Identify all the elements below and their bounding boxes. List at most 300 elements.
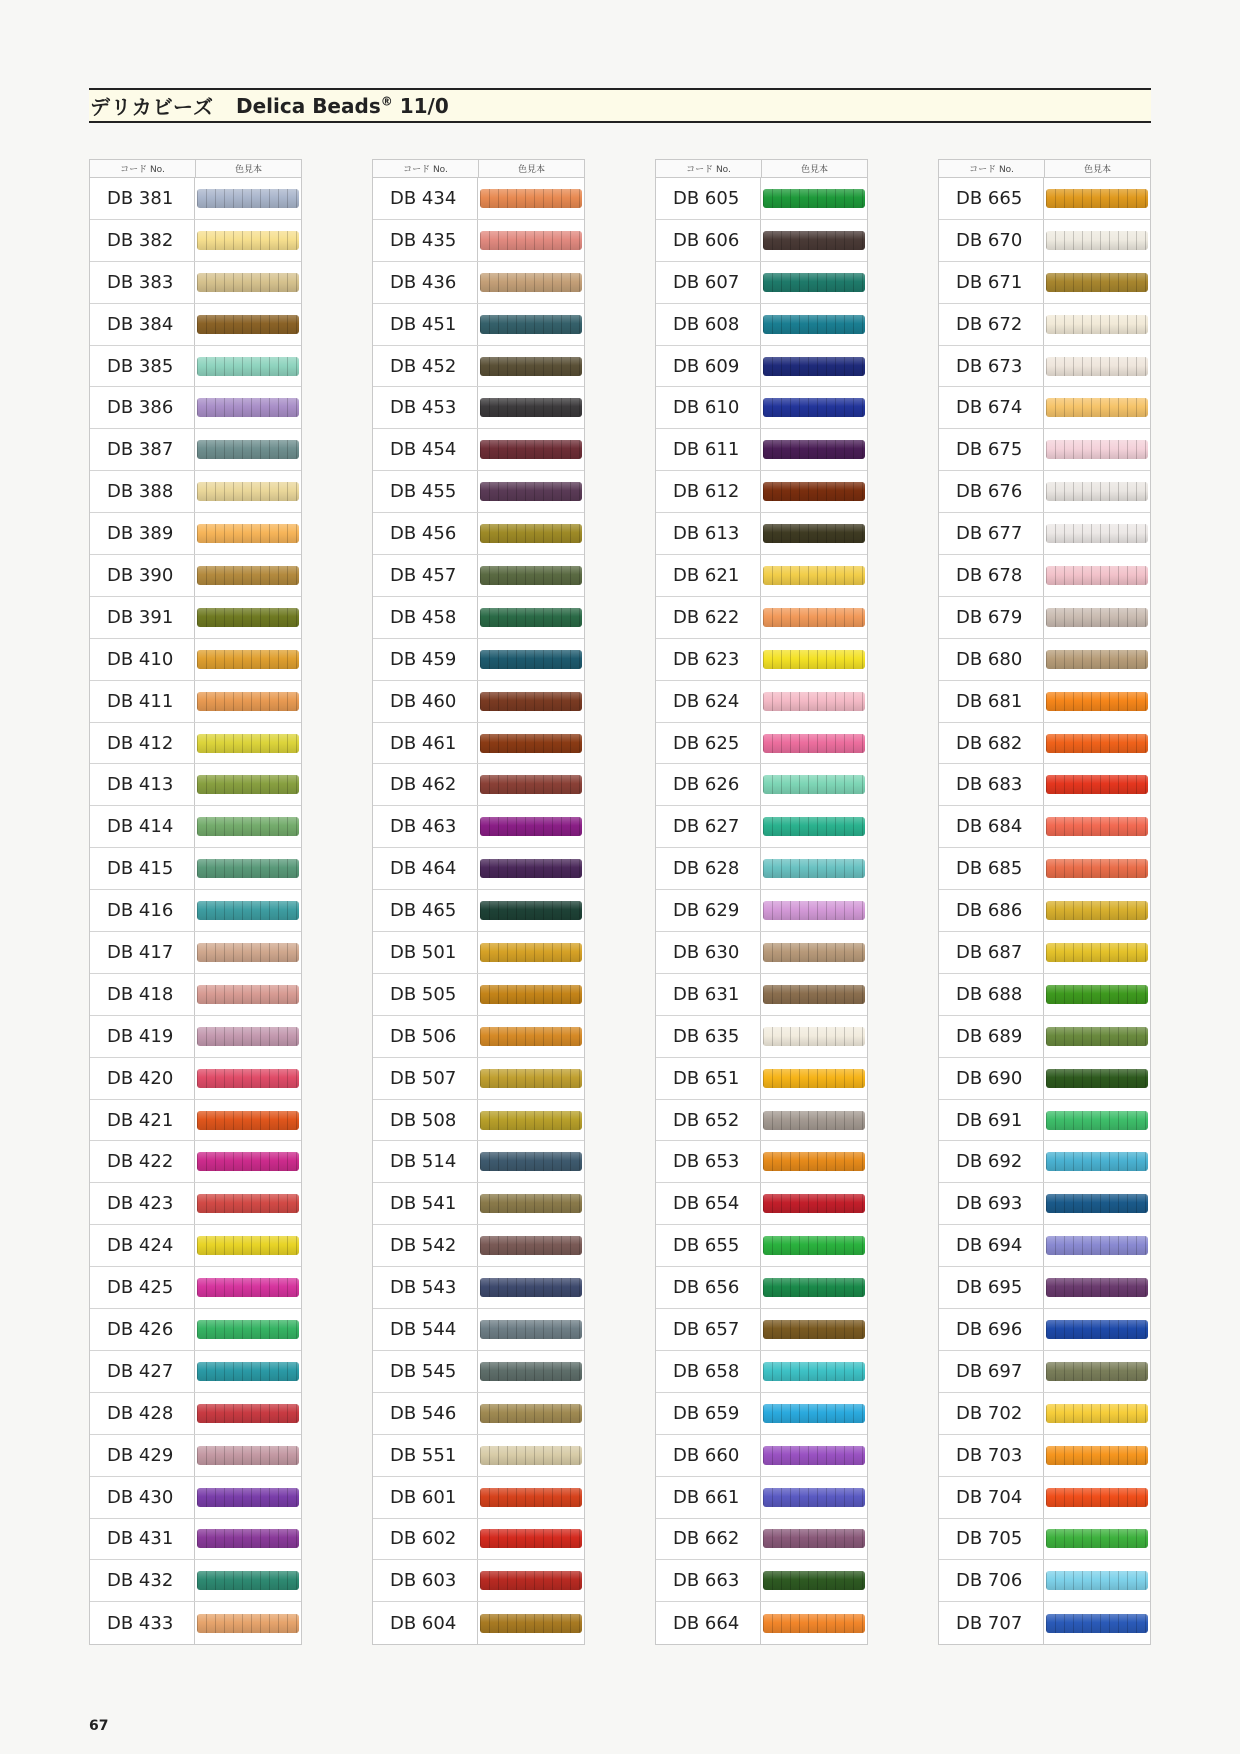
table-row <box>90 1519 301 1561</box>
swatch-cell <box>761 220 867 261</box>
bead-code: DB 694 <box>939 1225 1044 1266</box>
table-row <box>939 806 1150 848</box>
bead-code: DB 660 <box>656 1435 761 1476</box>
color-swatch <box>480 1027 582 1046</box>
swatch-cell <box>195 681 301 722</box>
table-row <box>656 429 867 471</box>
bead-code: DB 654 <box>656 1183 761 1224</box>
table-row <box>656 1435 867 1477</box>
table-row <box>656 220 867 262</box>
table-row <box>939 304 1150 346</box>
table-row <box>656 262 867 304</box>
color-swatch <box>763 1111 865 1130</box>
bead-code: DB 673 <box>939 346 1044 387</box>
color-swatch <box>763 231 865 250</box>
color-swatch <box>763 357 865 376</box>
table-row <box>656 555 867 597</box>
color-swatch <box>197 398 299 417</box>
swatch-cell <box>195 346 301 387</box>
bead-code: DB 671 <box>939 262 1044 303</box>
bead-code: DB 428 <box>90 1393 195 1434</box>
swatch-cell <box>478 890 584 931</box>
table-row <box>373 1351 584 1393</box>
swatch-cell <box>195 806 301 847</box>
table-row <box>939 1267 1150 1309</box>
bead-code: DB 451 <box>373 304 478 345</box>
color-swatch <box>1046 357 1148 376</box>
swatch-cell <box>1044 220 1150 261</box>
table-row <box>90 932 301 974</box>
swatch-cell <box>195 178 301 219</box>
color-swatch <box>763 1236 865 1255</box>
bead-code: DB 414 <box>90 806 195 847</box>
swatch-cell <box>761 848 867 889</box>
color-swatch <box>763 1614 865 1633</box>
color-swatch <box>480 1446 582 1465</box>
bead-code: DB 661 <box>656 1477 761 1518</box>
table-row <box>939 387 1150 429</box>
color-swatch <box>763 1362 865 1381</box>
swatch-cell <box>761 1016 867 1057</box>
swatch-cell <box>478 764 584 805</box>
swatch-cell <box>1044 555 1150 596</box>
bead-code: DB 657 <box>656 1309 761 1350</box>
bead-code: DB 429 <box>90 1435 195 1476</box>
bead-code: DB 652 <box>656 1100 761 1141</box>
color-swatch <box>480 817 582 836</box>
swatch-cell <box>478 1477 584 1518</box>
color-swatch <box>197 985 299 1004</box>
table-row <box>90 764 301 806</box>
bead-code: DB 421 <box>90 1100 195 1141</box>
swatch-cell <box>1044 806 1150 847</box>
bead-code: DB 697 <box>939 1351 1044 1392</box>
bead-code: DB 456 <box>373 513 478 554</box>
color-swatch <box>480 1488 582 1507</box>
swatch-cell <box>195 1100 301 1141</box>
bead-code: DB 629 <box>656 890 761 931</box>
bead-size: 11/0 <box>399 93 449 118</box>
table-row <box>373 387 584 429</box>
code-column-header: コード No. <box>939 160 1045 177</box>
table-row <box>90 1016 301 1058</box>
color-swatch <box>197 440 299 459</box>
bead-code: DB 413 <box>90 764 195 805</box>
swatch-cell <box>478 1435 584 1476</box>
table-row <box>373 555 584 597</box>
swatch-cell <box>195 471 301 512</box>
table-row <box>373 1016 584 1058</box>
table-row <box>939 346 1150 388</box>
swatch-cell <box>1044 304 1150 345</box>
color-swatch <box>1046 482 1148 501</box>
color-swatch <box>480 189 582 208</box>
swatch-cell <box>478 639 584 680</box>
color-swatch <box>763 608 865 627</box>
bead-code: DB 544 <box>373 1309 478 1350</box>
swatch-cell <box>761 764 867 805</box>
swatch-cell <box>761 1602 867 1644</box>
table-row <box>373 806 584 848</box>
bead-code: DB 465 <box>373 890 478 931</box>
code-column-header: コード No. <box>373 160 479 177</box>
color-swatch <box>1046 1320 1148 1339</box>
bead-code: DB 434 <box>373 178 478 219</box>
swatch-cell <box>478 681 584 722</box>
title-brand: Delica Beads <box>236 93 381 118</box>
table-header <box>939 160 1150 178</box>
table-row <box>656 1560 867 1602</box>
table-row <box>939 262 1150 304</box>
bead-code: DB 653 <box>656 1141 761 1182</box>
bead-code: DB 501 <box>373 932 478 973</box>
bead-code: DB 410 <box>90 639 195 680</box>
table-row <box>90 1058 301 1100</box>
swatch-cell <box>478 1016 584 1057</box>
swatch-cell <box>195 1267 301 1308</box>
table-row <box>939 681 1150 723</box>
swatch-cell <box>761 387 867 428</box>
swatch-cell <box>195 639 301 680</box>
bead-code: DB 611 <box>656 429 761 470</box>
swatch-cell <box>1044 178 1150 219</box>
swatch-cell <box>1044 346 1150 387</box>
bead-code: DB 545 <box>373 1351 478 1392</box>
bead-code: DB 388 <box>90 471 195 512</box>
color-swatch <box>197 315 299 334</box>
table-row <box>373 262 584 304</box>
swatch-cell <box>478 1309 584 1350</box>
swatch-cell <box>761 1183 867 1224</box>
swatch-cell <box>761 262 867 303</box>
table-row <box>373 764 584 806</box>
color-swatch <box>1046 1362 1148 1381</box>
bead-code: DB 543 <box>373 1267 478 1308</box>
table-row <box>373 1393 584 1435</box>
color-swatch <box>763 1069 865 1088</box>
swatch-cell <box>195 1602 301 1644</box>
color-swatch <box>480 943 582 962</box>
swatch-cell <box>195 555 301 596</box>
color-swatch <box>763 985 865 1004</box>
bead-code: DB 684 <box>939 806 1044 847</box>
table-row <box>939 1602 1150 1644</box>
swatch-cell <box>478 346 584 387</box>
swatch-cell <box>761 974 867 1015</box>
bead-code: DB 541 <box>373 1183 478 1224</box>
table-row <box>939 513 1150 555</box>
table-row <box>939 597 1150 639</box>
table-row <box>90 387 301 429</box>
table-row <box>939 1519 1150 1561</box>
bead-code: DB 663 <box>656 1560 761 1601</box>
swatch-cell <box>478 262 584 303</box>
swatch-cell <box>761 555 867 596</box>
swatch-cell <box>761 890 867 931</box>
swatch-cell <box>195 1016 301 1057</box>
color-swatch <box>197 817 299 836</box>
color-swatch <box>480 1152 582 1171</box>
bead-code: DB 415 <box>90 848 195 889</box>
swatch-cell <box>761 597 867 638</box>
table-row <box>939 555 1150 597</box>
registered-mark: ® <box>380 93 393 108</box>
swatch-cell <box>478 1225 584 1266</box>
swatch-cell <box>761 1351 867 1392</box>
swatch-cell <box>195 764 301 805</box>
bead-code: DB 412 <box>90 723 195 764</box>
bead-code: DB 707 <box>939 1602 1044 1644</box>
color-swatch <box>480 734 582 753</box>
bead-code: DB 426 <box>90 1309 195 1350</box>
bead-code: DB 418 <box>90 974 195 1015</box>
table-row <box>656 1309 867 1351</box>
swatch-cell <box>478 1058 584 1099</box>
table-row <box>656 1393 867 1435</box>
bead-code: DB 506 <box>373 1016 478 1057</box>
swatch-cell <box>195 1183 301 1224</box>
swatch-cell <box>1044 1393 1150 1434</box>
swatch-cell <box>761 681 867 722</box>
color-swatch <box>197 1446 299 1465</box>
table-row <box>656 974 867 1016</box>
table-row <box>939 429 1150 471</box>
table-row <box>90 1267 301 1309</box>
bead-code: DB 387 <box>90 429 195 470</box>
table-row <box>90 1309 301 1351</box>
bead-code: DB 431 <box>90 1519 195 1560</box>
color-swatch <box>197 189 299 208</box>
table-row <box>656 471 867 513</box>
color-swatch <box>1046 1404 1148 1423</box>
bead-code: DB 452 <box>373 346 478 387</box>
color-swatch <box>1046 440 1148 459</box>
sample-column-header: 色見本 <box>800 165 828 175</box>
table-row <box>656 597 867 639</box>
bead-code: DB 635 <box>656 1016 761 1057</box>
table-row <box>90 220 301 262</box>
bead-code: DB 613 <box>656 513 761 554</box>
swatch-cell <box>478 220 584 261</box>
color-swatch <box>763 650 865 669</box>
swatch-cell <box>1044 1602 1150 1644</box>
color-swatch <box>197 357 299 376</box>
swatch-cell <box>1044 1141 1150 1182</box>
table-row <box>90 513 301 555</box>
swatch-cell <box>761 1309 867 1350</box>
swatch-cell <box>478 1100 584 1141</box>
table-row <box>90 555 301 597</box>
table-row <box>90 262 301 304</box>
table-row <box>90 1141 301 1183</box>
swatch-cell <box>478 932 584 973</box>
table-row <box>939 178 1150 220</box>
color-swatch <box>1046 273 1148 292</box>
color-swatch <box>1046 1027 1148 1046</box>
table-row <box>656 1183 867 1225</box>
color-swatch <box>1046 985 1148 1004</box>
color-swatch <box>763 775 865 794</box>
table-row <box>373 304 584 346</box>
table-row <box>939 1100 1150 1142</box>
swatch-cell <box>478 723 584 764</box>
color-swatch <box>1046 650 1148 669</box>
table-row <box>90 597 301 639</box>
table-row <box>939 1016 1150 1058</box>
color-swatch <box>1046 943 1148 962</box>
bead-code: DB 610 <box>656 387 761 428</box>
table-row <box>939 1225 1150 1267</box>
table-row <box>373 597 584 639</box>
table-header <box>656 160 867 178</box>
table-row <box>373 1058 584 1100</box>
swatch-cell <box>478 555 584 596</box>
table-row <box>656 806 867 848</box>
table-row <box>90 639 301 681</box>
bead-code: DB 417 <box>90 932 195 973</box>
swatch-cell <box>195 1519 301 1560</box>
table-row <box>656 1225 867 1267</box>
color-swatch <box>480 859 582 878</box>
sample-column-header: 色見本 <box>1083 165 1111 175</box>
color-swatch <box>763 1529 865 1548</box>
table-row <box>90 1477 301 1519</box>
swatch-cell <box>1044 974 1150 1015</box>
color-table-2 <box>372 159 585 1645</box>
swatch-cell <box>195 262 301 303</box>
table-row <box>90 681 301 723</box>
color-swatch <box>763 1152 865 1171</box>
color-swatch <box>1046 734 1148 753</box>
bead-code: DB 386 <box>90 387 195 428</box>
bead-code: DB 628 <box>656 848 761 889</box>
color-swatch <box>1046 566 1148 585</box>
swatch-cell <box>195 890 301 931</box>
swatch-cell <box>478 1141 584 1182</box>
swatch-cell <box>761 1435 867 1476</box>
swatch-cell <box>195 1560 301 1601</box>
color-swatch <box>480 775 582 794</box>
bead-code: DB 609 <box>656 346 761 387</box>
table-row <box>373 1100 584 1142</box>
table-row <box>90 1225 301 1267</box>
bead-code: DB 679 <box>939 597 1044 638</box>
bead-code: DB 601 <box>373 1477 478 1518</box>
swatch-cell <box>478 304 584 345</box>
color-swatch <box>480 1362 582 1381</box>
bead-code: DB 425 <box>90 1267 195 1308</box>
color-swatch <box>1046 775 1148 794</box>
color-swatch <box>197 1278 299 1297</box>
table-row <box>373 220 584 262</box>
bead-code: DB 623 <box>656 639 761 680</box>
swatch-cell <box>195 1225 301 1266</box>
table-row <box>373 1602 584 1644</box>
swatch-cell <box>761 1267 867 1308</box>
bead-code: DB 603 <box>373 1560 478 1601</box>
bead-code: DB 655 <box>656 1225 761 1266</box>
bead-code: DB 514 <box>373 1141 478 1182</box>
bead-code: DB 703 <box>939 1435 1044 1476</box>
bead-code: DB 604 <box>373 1602 478 1644</box>
swatch-cell <box>195 723 301 764</box>
color-swatch <box>1046 524 1148 543</box>
table-row <box>373 513 584 555</box>
swatch-cell <box>1044 471 1150 512</box>
swatch-cell <box>761 1058 867 1099</box>
color-swatch <box>763 901 865 920</box>
color-swatch <box>763 1027 865 1046</box>
table-header <box>90 160 301 178</box>
table-row <box>90 471 301 513</box>
code-column-header: コード No. <box>90 160 196 177</box>
bead-code: DB 622 <box>656 597 761 638</box>
bead-code: DB 384 <box>90 304 195 345</box>
bead-code: DB 682 <box>939 723 1044 764</box>
table-row <box>373 1141 584 1183</box>
color-swatch <box>197 734 299 753</box>
color-swatch <box>763 734 865 753</box>
swatch-cell <box>1044 1351 1150 1392</box>
bead-code: DB 423 <box>90 1183 195 1224</box>
swatch-cell <box>761 1519 867 1560</box>
swatch-cell <box>195 974 301 1015</box>
table-row <box>939 471 1150 513</box>
bead-code: DB 630 <box>656 932 761 973</box>
table-row <box>90 1560 301 1602</box>
bead-code: DB 602 <box>373 1519 478 1560</box>
swatch-cell <box>1044 387 1150 428</box>
swatch-cell <box>761 1225 867 1266</box>
swatch-cell <box>1044 1435 1150 1476</box>
color-swatch <box>1046 1152 1148 1171</box>
title-japanese: デリカビーズ <box>90 95 214 119</box>
color-swatch <box>197 1320 299 1339</box>
color-swatch <box>197 524 299 543</box>
bead-code: DB 551 <box>373 1435 478 1476</box>
table-row <box>373 429 584 471</box>
bead-code: DB 665 <box>939 178 1044 219</box>
bead-code: DB 680 <box>939 639 1044 680</box>
bead-code: DB 662 <box>656 1519 761 1560</box>
color-swatch <box>197 1111 299 1130</box>
swatch-cell <box>195 304 301 345</box>
swatch-cell <box>478 513 584 554</box>
swatch-cell <box>1044 1100 1150 1141</box>
swatch-cell <box>1044 932 1150 973</box>
color-swatch <box>1046 1614 1148 1633</box>
swatch-cell <box>761 429 867 470</box>
swatch-cell <box>761 806 867 847</box>
bead-code: DB 427 <box>90 1351 195 1392</box>
color-swatch <box>480 273 582 292</box>
color-swatch <box>1046 1278 1148 1297</box>
swatch-cell <box>478 387 584 428</box>
bead-code: DB 706 <box>939 1560 1044 1601</box>
color-swatch <box>197 692 299 711</box>
swatch-cell <box>1044 639 1150 680</box>
swatch-cell <box>1044 890 1150 931</box>
table-row <box>373 1267 584 1309</box>
table-row <box>373 1435 584 1477</box>
color-swatch <box>763 1488 865 1507</box>
table-row <box>939 932 1150 974</box>
table-row <box>656 346 867 388</box>
color-swatch <box>480 1571 582 1590</box>
bead-code: DB 505 <box>373 974 478 1015</box>
bead-code: DB 702 <box>939 1393 1044 1434</box>
bead-code: DB 507 <box>373 1058 478 1099</box>
